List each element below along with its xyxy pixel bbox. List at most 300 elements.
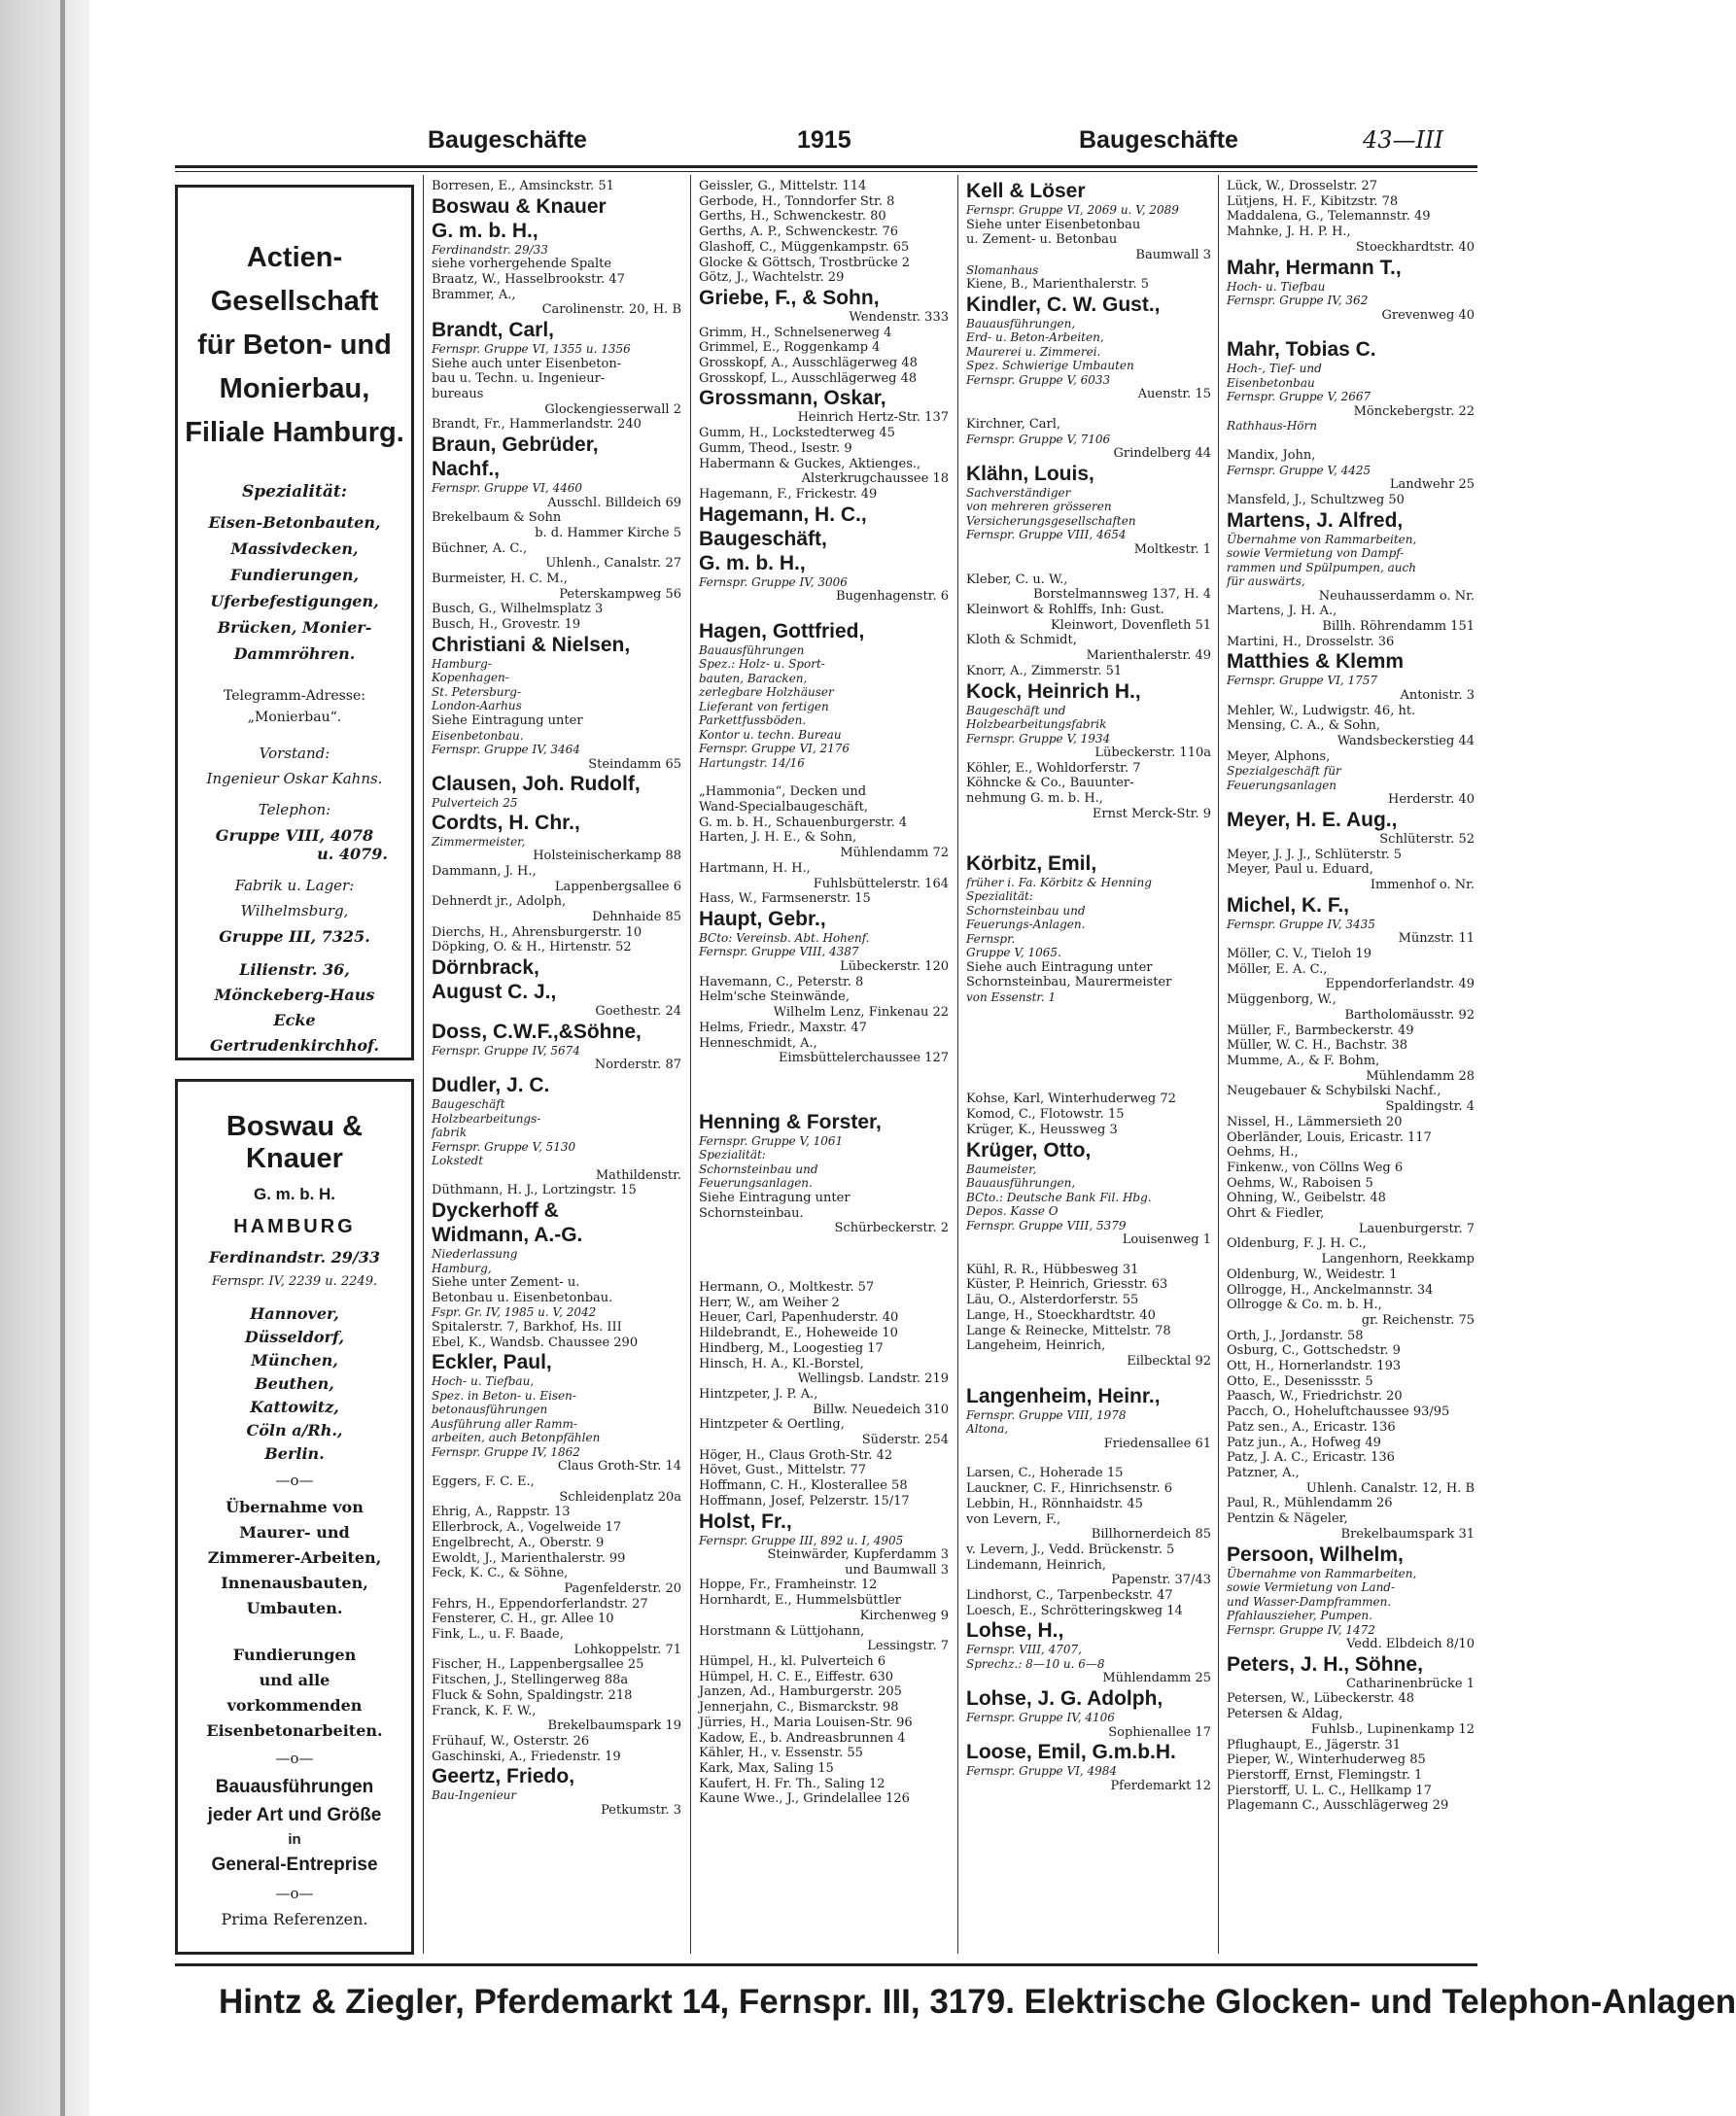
firm-detail: Bau-Ingenieur (432, 1788, 517, 1803)
entry-address: Bugenhagenstr. 6 (835, 589, 949, 605)
directory-entry: Kark, Max, Saling 15 (699, 1760, 834, 1776)
directory-entry: Pieper, W., Winterhuderweg 85 (1227, 1752, 1426, 1768)
ad-telephon-label: Telephon: (258, 801, 331, 818)
firm-detail: Fernspr. (966, 931, 1016, 946)
entry-address: Lauenburgerstr. 7 (1358, 1221, 1475, 1236)
directory-entry: Lütjens, H. F., Kibitzstr. 78 (1227, 193, 1399, 209)
directory-entry: Siehe unter Eisenbetonbau (966, 217, 1141, 232)
firm-name: Matthies & Klemm (1227, 650, 1405, 674)
firm-name: Baugeschäft, (699, 527, 827, 550)
directory-entry: Kaufert, H. Fr. Th., Saling 12 (699, 1776, 885, 1791)
directory-entry: Nissel, H., Lämmersieth 20 (1227, 1114, 1403, 1129)
firm-name: Mahr, Tobias C. (1227, 338, 1376, 362)
firm-detail: Baugeschäft (432, 1097, 505, 1112)
entry-address: Brekelbaumspark 19 (547, 1718, 681, 1734)
firm-name: Kell & Löser (966, 180, 1086, 202)
firm-detail: Eisenbetonbau. (432, 728, 524, 743)
directory-entry: Kaune Wwe., J., Grindelallee 126 (699, 1791, 910, 1807)
ad-address: Gertrudenkirchhof. (210, 1036, 379, 1055)
directory-entry: Pentzin & Nägeler, (1227, 1511, 1348, 1527)
directory-entry: Mahnke, J. H. P. H., (1227, 225, 1351, 240)
ad-vorstand-label: Vorstand: (259, 745, 330, 762)
entry-address: Goethestr. 24 (595, 1004, 681, 1020)
directory-entry: Kleinwort & Rohlffs, Inh: Gust. (966, 603, 1164, 618)
firm-detail: Hoch-, Tief- und (1227, 362, 1322, 376)
firm-detail: früher i. Fa. Körbitz & Henning (966, 875, 1152, 889)
ad-item: Fundierungen, (229, 566, 360, 584)
firm-detail: Fernspr. Gruppe VI, 2176 (699, 742, 851, 756)
directory-entry: Krüger, K., Heussweg 3 (966, 1122, 1118, 1137)
entry-address: Schleidenplatz 20a (559, 1489, 681, 1505)
directory-entry: Läu, O., Alsterdorferstr. 55 (966, 1293, 1139, 1308)
firm-detail: Fernspr. Gruppe IV, 1862 (432, 1444, 580, 1459)
directory-entry: Ollrogge & Co. m. b. H., (1227, 1298, 1382, 1313)
firm-detail: Spez. in Beton- u. Eisen- (432, 1388, 576, 1403)
firm-detail: Übernahme von Rammarbeiten, (1227, 1566, 1417, 1580)
directory-entry: Langeheim, Heinrich, (966, 1338, 1106, 1354)
entry-address: Steinwärder, Kupferdamm 3 (767, 1547, 949, 1563)
firm-detail: Spezialität: (966, 889, 1033, 904)
column-divider (957, 175, 958, 1954)
entry-address: Wellingsb. Landstr. 219 (797, 1371, 949, 1387)
firm-detail: Pulverteich 25 (432, 796, 518, 811)
directory-entry: Siehe Eintragung unter (699, 1190, 851, 1205)
entry-address: Antonistr. 3 (1400, 687, 1475, 703)
ad2-branch: Beuthen, (255, 1374, 334, 1393)
firm-detail: fabrik (432, 1126, 468, 1140)
firm-detail: Holzbearbeitungs- (432, 1111, 541, 1126)
firm-detail: Erd- u. Beton-Arbeiten, (966, 330, 1104, 345)
ad2-gmbh: G. m. b. H. (253, 1185, 336, 1203)
directory-entry: Busch, G., Wilhelmsplatz 3 (432, 602, 604, 617)
firm-name: August C. J., (432, 981, 557, 1004)
directory-entry: Mensing, C. A., & Sohn, (1227, 718, 1381, 734)
entry-address: Grevenweg 40 (1381, 307, 1475, 323)
directory-entry: Gerths, H., Schwenckestr. 80 (699, 209, 886, 225)
firm-name: Hagemann, H. C., (699, 503, 867, 526)
spacer (966, 1077, 1211, 1092)
directory-entry: G. m. b. H., Schauenburgerstr. 4 (699, 815, 908, 830)
ad-actien-gesellschaft (175, 185, 414, 1060)
spacer (699, 1236, 949, 1251)
spacer (699, 1095, 949, 1110)
ad2-branch: Cöln a/Rh., (246, 1421, 343, 1440)
directory-entry: Janzen, Ad., Hamburgerstr. 205 (699, 1684, 902, 1700)
entry-address: Mühlendamm 28 (1366, 1068, 1475, 1084)
ad-boswau-knauer (175, 1079, 414, 1955)
directory-entry: Oehms, W., Raboisen 5 (1227, 1175, 1373, 1191)
directory-entry: Martini, H., Drosselstr. 36 (1227, 634, 1395, 649)
entry-address: Alsterkrugchaussee 18 (801, 471, 949, 487)
directory-entry: Lindemann, Heinrich, (966, 1557, 1106, 1573)
directory-entry: Götz, J., Wachtelstr. 29 (699, 270, 845, 286)
firm-detail: Ausführung aller Ramm- (432, 1416, 577, 1431)
firm-detail: Altona, (966, 1422, 1009, 1437)
entry-address: Marienthalerstr. 49 (1086, 648, 1211, 664)
firm-name: Doss, C.W.F.,&Söhne, (432, 1020, 642, 1043)
firm-detail: Fernspr. Gruppe V, 4425 (1227, 463, 1371, 477)
directory-entry: Meyer, Paul u. Eduard, (1227, 862, 1373, 878)
directory-entry: Osburg, C., Gottschedstr. 9 (1227, 1343, 1401, 1359)
directory-entry: Hass, W., Farmsenerstr. 15 (699, 891, 871, 907)
firm-name: Loose, Emil, G.m.b.H. (966, 1741, 1176, 1764)
spacer (966, 822, 1211, 837)
entry-address: Wilhelm Lenz, Finkenau 22 (773, 1005, 949, 1021)
ad-address: Ecke (273, 1011, 316, 1029)
footer-advert: Hintz & Ziegler, Pferdemarkt 14, Fernspr. III, 3179. Elektrische Glocken- und Telephon-Anlagen (219, 1983, 1736, 2021)
entry-address: Wendenstr. 333 (849, 309, 949, 325)
firm-detail: Fernspr. Gruppe IV, 3435 (1227, 917, 1375, 931)
spacer (966, 1370, 1211, 1384)
directory-entry: Schornsteinbau, Maurermeister (966, 975, 1172, 990)
ad-spez-label: Spezialität: (241, 482, 348, 502)
ad-title-line: Monierbau, (219, 373, 370, 404)
firm-name: Lohse, H., (966, 1619, 1064, 1643)
firm-detail: bauten, Baracken, (699, 671, 808, 685)
firm-detail: für auswärts, (1227, 574, 1305, 589)
directory-entry: Habermann & Guckes, Aktienges., (699, 456, 921, 471)
firm-detail: Fernspr. Gruppe VIII, 4387 (699, 945, 859, 959)
ad-item: Dammröhren. (233, 644, 356, 663)
entry-address: Schlüterstr. 52 (1379, 832, 1475, 848)
firm-detail: Feuerungs-Anlagen. (966, 918, 1086, 932)
directory-entry: Ebel, K., Wandsb. Chaussee 290 (432, 1335, 639, 1350)
entry-address: Ernst Merck-Str. 9 (1092, 806, 1211, 821)
firm-name: G. m. b. H., (699, 551, 806, 574)
firm-detail: BCto.: Deutsche Bank Fil. Hbg. (966, 1190, 1152, 1204)
directory-entry: Hövet, Gust., Mittelstr. 77 (699, 1463, 866, 1478)
directory-entry: Gerths, A. P., Schwenckestr. 76 (699, 225, 899, 240)
spacer (966, 1248, 1211, 1263)
ad2-ueber: Innenausbauten, (221, 1574, 368, 1592)
ad-fabrik-label: Fabrik u. Lager: (234, 877, 355, 894)
firm-name: Nachf., (432, 458, 501, 481)
firm-detail: Hartungstr. 14/16 (699, 755, 805, 770)
directory-entry: „Hammonia“, Decken und (699, 784, 867, 800)
column-divider (1218, 175, 1219, 1954)
firm-detail: Lieferant von fertigen (699, 699, 829, 713)
directory-entry: Lebbin, H., Rönnhaidstr. 45 (966, 1496, 1143, 1511)
directory-entry: Herr, W., am Weiher 2 (699, 1295, 840, 1310)
firm-name: Meyer, H. E. Aug., (1227, 809, 1398, 832)
directory-entry: Frühauf, W., Osterstr. 26 (432, 1733, 590, 1749)
footer-rule (175, 1963, 1477, 1966)
firm-name: G. m. b. H., (432, 219, 538, 242)
directory-entry: Neugebauer & Schybilski Nachf., (1227, 1084, 1441, 1099)
directory-entry: Mumme, A., & F. Bohm, (1227, 1054, 1380, 1068)
directory-column-1 (432, 179, 681, 1819)
firm-name: Krüger, Otto, (966, 1138, 1092, 1162)
firm-detail: Fernspr. Gruppe V, 1061 (699, 1133, 844, 1148)
spacer (1227, 323, 1475, 337)
firm-detail: Fernspr. Gruppe VIII, 1978 (966, 1407, 1127, 1422)
directory-entry: Düthmann, H. J., Lortzingstr. 15 (432, 1183, 637, 1198)
firm-name: Braun, Gebrüder, (432, 434, 599, 457)
ad2-phone: Fernspr. IV, 2239 u. 2249. (211, 1274, 378, 1289)
firm-detail: London-Aarhus (432, 699, 522, 713)
firm-detail: Slomanhaus (966, 262, 1039, 277)
ad-item: Brücken, Monier- (217, 618, 372, 637)
ad2-branch: Berlin. (264, 1444, 325, 1463)
directory-entry: Lange & Reinecke, Mittelstr. 78 (966, 1323, 1171, 1338)
directory-entry: siehe vorhergehende Spalte (432, 257, 612, 272)
directory-entry: Franck, K. F. W., (432, 1703, 537, 1718)
firm-detail: Baumeister, (966, 1162, 1037, 1176)
ad2-branch: Kattowitz, (250, 1398, 339, 1416)
directory-entry: Siehe unter Zement- u. (432, 1275, 580, 1290)
directory-entry: Grimm, H., Schnelsenerweg 4 (699, 325, 892, 340)
firm-detail: Bauausführungen, (966, 316, 1076, 330)
ad-tele: „Monierbau“. (247, 710, 342, 725)
spacer (966, 1062, 1211, 1077)
ad-address: Lilienstr. 36, (239, 960, 350, 979)
firm-detail: Feuerungsanlagen. (699, 1176, 813, 1191)
directory-entry: Komod, C., Flotowstr. 15 (966, 1107, 1125, 1123)
entry-address: gr. Reichenstr. 75 (1361, 1312, 1475, 1328)
directory-entry: Petersen & Aldag, (1227, 1707, 1343, 1722)
directory-entry: Maddalena, G., Telemannstr. 49 (1227, 209, 1431, 225)
firm-name: Körbitz, Emil, (966, 851, 1097, 875)
spacer (699, 605, 949, 619)
entry-address: Schürbeckerstr. 2 (834, 1221, 949, 1236)
directory-column-2 (699, 179, 949, 1807)
entry-address: Sophienallee 17 (1108, 1724, 1211, 1740)
directory-entry: Küster, P. Heinrich, Griesstr. 63 (966, 1277, 1168, 1293)
entry-address: und Baumwall 3 (845, 1562, 949, 1578)
directory-entry: Hagemann, F., Frickestr. 49 (699, 486, 878, 502)
directory-entry: Fitschen, J., Stellingerweg 88a (432, 1673, 629, 1688)
firm-detail: Pfahlauszieher, Pumpen. (1227, 1609, 1372, 1622)
firm-detail: Hoch- u. Tiefbau, (432, 1374, 535, 1389)
ad2-title: Boswau & Knauer (226, 1111, 364, 1174)
firm-detail: zerlegbare Holzhäuser (699, 685, 834, 700)
directory-entry: Köhncke & Co., Bauunter- (966, 776, 1134, 791)
directory-entry: Siehe auch unter Eisenbeton- (432, 356, 622, 371)
firm-detail: Gruppe V, 1065. (966, 946, 1061, 960)
entry-address: Mathildenstr. (595, 1167, 681, 1183)
firm-detail: Fspr. Gr. IV, 1985 u. V, 2042 (432, 1305, 597, 1320)
ad2-branch: München, (251, 1351, 338, 1370)
directory-entry: Pierstorff, Ernst, Flemingstr. 1 (1227, 1767, 1423, 1783)
directory-entry: Dammann, J. H., (432, 863, 537, 879)
entry-address: Landwehr 25 (1389, 477, 1475, 493)
firm-detail: Feuerungsanlagen (1227, 778, 1337, 792)
entry-address: Catharinenbrücke 1 (1345, 1676, 1475, 1691)
entry-address: Neuhausserdamm o. Nr. (1318, 588, 1475, 604)
header-right: Baugeschäfte (1079, 126, 1238, 154)
firm-name: Dudler, J. C. (432, 1074, 550, 1097)
directory-entry: Fischer, H., Lappenbergsallee 25 (432, 1657, 644, 1673)
ad-item: Massivdecken, (230, 539, 359, 558)
directory-entry: Brammer, A., (432, 287, 516, 302)
directory-entry: Finkenw., von Cöllns Weg 6 (1227, 1160, 1404, 1175)
directory-entry: Fensterer, C. H., gr. Allee 10 (432, 1612, 614, 1627)
firm-name: Persoon, Wilhelm, (1227, 1543, 1404, 1566)
entry-address: Süderstr. 254 (861, 1433, 949, 1448)
directory-entry: Lauckner, C. F., Hinrichsenstr. 6 (966, 1481, 1173, 1497)
firm-detail: rammen und Spülpumpen, auch (1227, 560, 1416, 574)
firm-detail: Fernspr. Gruppe VI, 4460 (432, 481, 583, 496)
directory-entry: Ollrogge, H., Anckelmannstr. 34 (1227, 1282, 1434, 1298)
spacer (966, 1033, 1211, 1048)
firm-detail: Spezialgeschäft für (1227, 764, 1341, 779)
spacer (966, 558, 1211, 572)
ad-vorstand: Ingenieur Oskar Kahns. (206, 770, 383, 787)
firm-detail: von Essenstr. 1 (966, 989, 1057, 1004)
directory-entry: Dehnerdt jr., Adolph, (432, 894, 567, 910)
firm-name: Kindler, C. W. Gust., (966, 293, 1161, 316)
entry-address: Norderstr. 87 (594, 1058, 681, 1073)
ad-fabrik: Gruppe III, 7325. (219, 927, 370, 946)
directory-entry: Müller, F., Barmbeckerstr. 49 (1227, 1023, 1414, 1038)
firm-name: Peters, J. H., Söhne, (1227, 1652, 1423, 1676)
directory-entry: Döpking, O. & H., Hirtenstr. 52 (432, 940, 632, 955)
entry-address: Fuhlsb., Lupinenkamp 12 (1310, 1721, 1475, 1737)
entry-address: Eilbecktal 92 (1127, 1354, 1211, 1369)
column-divider (423, 175, 424, 1954)
ad2-ref: Prima Referenzen. (221, 1910, 368, 1928)
firm-detail: Fernspr. Gruppe V, 5130 (432, 1139, 576, 1154)
firm-detail: Versicherungsgesellschaften (966, 513, 1136, 528)
ad2-branch: Hannover, (250, 1304, 339, 1323)
directory-entry: Hoffmann, Josef, Pelzerstr. 15/17 (699, 1493, 910, 1509)
directory-entry: Müggenborg, W., (1227, 992, 1337, 1008)
firm-name: Kock, Heinrich H., (966, 679, 1141, 703)
header-year: 1915 (797, 126, 851, 154)
entry-address: Petkumstr. 3 (601, 1802, 681, 1818)
entry-address: Borstelmannsweg 137, H. 4 (1032, 587, 1211, 603)
firm-detail: sowie Vermietung von Land- (1227, 1580, 1396, 1594)
firm-name: Henning & Forster, (699, 1110, 882, 1133)
entry-address: Moltkestr. 1 (1133, 541, 1211, 557)
entry-address: b. d. Hammer Kirche 5 (535, 525, 681, 540)
directory-entry: Brandt, Fr., Hammerlandstr. 240 (432, 417, 642, 433)
directory-entry: Gumm, H., Lockstedterweg 45 (699, 426, 895, 441)
entry-address: Billw. Neuedeich 310 (813, 1402, 949, 1417)
firm-detail: Fernspr. Gruppe IV, 4106 (966, 1711, 1115, 1725)
directory-entry: Patz sen., A., Ericastr. 136 (1227, 1419, 1396, 1435)
directory-entry: Paul, R., Mühlendamm 26 (1227, 1496, 1393, 1511)
firm-detail: Bauausführungen, (966, 1176, 1076, 1191)
page-edge-shadow (0, 0, 89, 2116)
directory-entry: Ott, H., Hornerlandstr. 193 (1227, 1359, 1402, 1374)
page-number: 43—III (1363, 126, 1443, 154)
directory-entry: Borresen, E., Amsinckstr. 51 (432, 179, 614, 193)
directory-entry: von Levern, F., (966, 1511, 1061, 1527)
entry-address: Lessingstr. 7 (867, 1639, 949, 1654)
entry-address: Heinrich Hertz-Str. 137 (797, 410, 949, 426)
firm-detail: Rathhaus-Hörn (1227, 419, 1317, 434)
directory-entry: Möller, C. V., Tieloh 19 (1227, 947, 1372, 962)
directory-entry: Kähler, H., v. Essenstr. 55 (699, 1746, 863, 1761)
firm-name: Haupt, Gebr., (699, 907, 826, 930)
firm-detail: Spezialität: (699, 1148, 766, 1162)
directory-entry: Kohse, Karl, Winterhuderweg 72 (966, 1092, 1176, 1107)
firm-detail: Niederlassung (432, 1247, 518, 1261)
spacer (966, 1004, 1211, 1019)
directory-entry: Oberländer, Louis, Ericastr. 117 (1227, 1129, 1432, 1145)
directory-entry: Glashoff, C., Müggenkampstr. 65 (699, 239, 910, 255)
ad-title-line: für Beton- und (197, 330, 392, 361)
entry-address: Papenstr. 37/43 (1111, 1573, 1211, 1588)
directory-entry: v. Levern, J., Vedd. Brückenstr. 5 (966, 1542, 1175, 1557)
firm-detail: arbeiten, auch Betonpfählen (432, 1431, 601, 1445)
page-header (175, 126, 1477, 159)
firm-detail: Fernspr. Gruppe V, 7106 (966, 432, 1111, 446)
directory-entry: Kühl, R. R., Hübbesweg 31 (966, 1262, 1139, 1277)
directory-entry: Hümpel, H., kl. Pulverteich 6 (699, 1653, 886, 1669)
directory-entry: Horstmann & Lüttjohann, (699, 1623, 865, 1639)
firm-detail: Fernspr. Gruppe IV, 1472 (1227, 1622, 1375, 1637)
firm-detail: Übernahme von Rammarbeiten, (1227, 532, 1417, 546)
directory-entry: Braatz, W., Hasselbrookstr. 47 (432, 271, 625, 287)
directory-entry: Pierstorff, U. L. C., Hellkamp 17 (1227, 1783, 1432, 1798)
entry-address: Lübeckerstr. 120 (840, 958, 949, 974)
spacer (699, 1251, 949, 1266)
directory-entry: Hermann, O., Moltkestr. 57 (699, 1280, 875, 1296)
directory-entry: u. Zement- u. Betonbau (966, 232, 1118, 248)
directory-entry: Harten, J. H. E., & Sohn, (699, 830, 857, 846)
directory-entry: Hildebrandt, E., Hoheweide 10 (699, 1326, 898, 1341)
directory-entry: Busch, H., Grovestr. 19 (432, 617, 581, 633)
firm-detail: Sprechz.: 8—10 u. 6—8 (966, 1656, 1105, 1671)
entry-address: Pferdemarkt 12 (1110, 1778, 1211, 1793)
directory-entry: Mehler, W., Ludwigstr. 46, ht. (1227, 703, 1416, 718)
directory-entry: Hoppe, Fr., Framheinstr. 12 (699, 1578, 878, 1593)
firm-detail: Zimmermeister, (432, 834, 526, 849)
directory-entry: Havemann, C., Peterstr. 8 (699, 974, 864, 989)
directory-entry: Engelbrecht, A., Oberstr. 9 (432, 1535, 605, 1550)
firm-name: Klähn, Louis, (966, 462, 1094, 485)
directory-entry: nehmung G. m. b. H., (966, 791, 1103, 807)
directory-entry: Lück, W., Drosselstr. 27 (1227, 179, 1378, 193)
entry-address: Mönckebergstr. 22 (1353, 403, 1475, 419)
firm-detail: und Wasser-Dampframmen. (1227, 1594, 1392, 1609)
entry-address: Vedd. Elbdeich 8/10 (1346, 1637, 1475, 1651)
entry-address: Herderstr. 40 (1388, 792, 1475, 808)
directory-entry: Köhler, E., Wohldorferstr. 7 (966, 760, 1141, 776)
directory-entry: Helms, Friedr., Maxstr. 47 (699, 1020, 867, 1035)
spacer (966, 402, 1211, 417)
spacer (699, 1266, 949, 1280)
entry-address: Stoeckhardtstr. 40 (1355, 239, 1475, 255)
entry-address: Pagenfelderstr. 20 (564, 1580, 681, 1596)
firm-detail: Hamburg, (432, 1261, 492, 1275)
ad-telephon: Gruppe VIII, 4078 (215, 826, 374, 845)
ad-tele-label: Telegramm-Adresse: (223, 688, 365, 704)
entry-address: Eppendorferlandstr. 49 (1325, 977, 1475, 992)
spacer (966, 1451, 1211, 1466)
directory-entry: Jennerjahn, C., Bismarckstr. 98 (699, 1700, 899, 1716)
firm-name: Eckler, Paul, (432, 1351, 552, 1374)
entry-address: Grindelberg 44 (1113, 446, 1211, 462)
directory-entry: Kirchner, Carl, (966, 417, 1061, 433)
firm-detail: betonausführungen (432, 1403, 548, 1417)
ad2-separator: —o— (275, 1750, 314, 1767)
directory-entry: Patz jun., A., Hofweg 49 (1227, 1435, 1381, 1450)
firm-name: Hagen, Gottfried, (699, 619, 865, 642)
directory-entry: Pacch, O., Hoheluftchaussee 93/95 (1227, 1405, 1450, 1420)
firm-name: Cordts, H. Chr., (432, 811, 580, 834)
firm-detail: Maurerei u. Zimmerei. (966, 344, 1101, 359)
directory-entry: Orth, J., Jordanstr. 58 (1227, 1328, 1364, 1343)
firm-detail: Baugeschäft und (966, 703, 1066, 717)
directory-entry: Geissler, G., Mittelstr. 114 (699, 179, 867, 193)
firm-detail: Hamburg- (432, 656, 492, 671)
ad2-fund: vorkommenden (226, 1696, 363, 1715)
firm-detail: Ferdinandstr. 29/33 (432, 242, 548, 257)
firm-detail: Fernspr. Gruppe VI, 4984 (966, 1764, 1118, 1779)
